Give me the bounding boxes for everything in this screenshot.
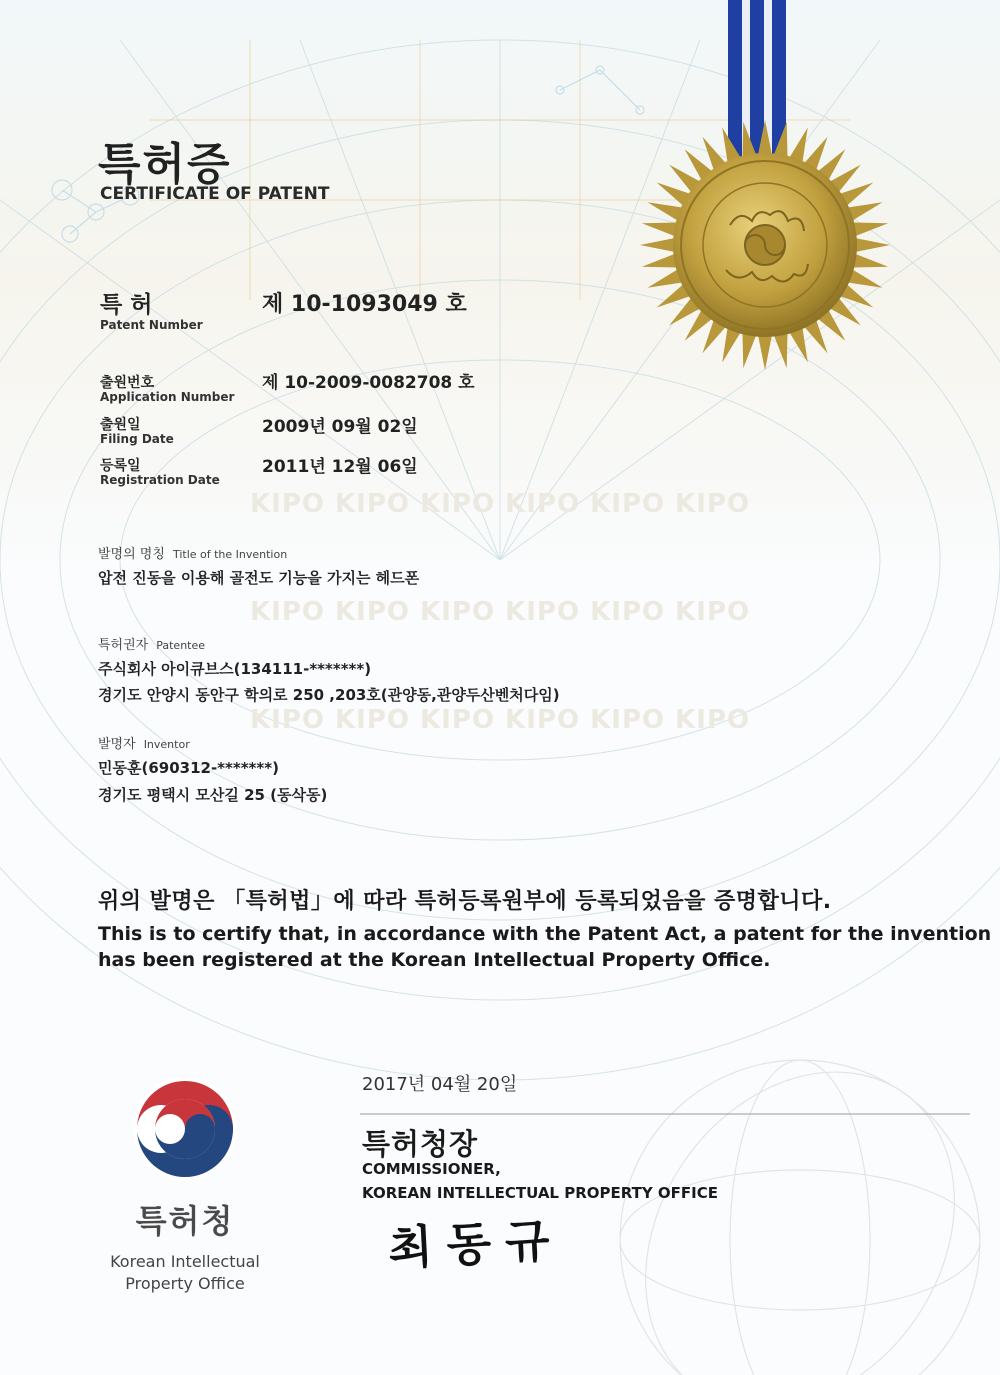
certificate-title: 특허증 [98,139,232,190]
certification-statement-en-line2: has been registered at the Korean Intellectual Property Office. [98,949,771,971]
kipo-watermark: KIPO KIPO KIPO KIPO KIPO KIPO KIPO KIPO KIPO KIPO KIPO KIPO KIPO KIPO KIPO KIPO KIPO KIPO [250,489,751,735]
patentee-label-ko: 특허권자 [98,638,149,653]
inventor-label-en: Inventor [143,738,190,751]
patentee-name: 주식회사 아이큐브스(134111-*******) [98,660,372,678]
patent-number-label-en: Patent Number [100,318,203,332]
certification-statement-ko: 위의 발명은 「특허법」에 따라 특허등록원부에 등록되었음을 증명합니다. [98,889,832,914]
kipo-name-en-line1: Korean Intellectual [110,1252,260,1271]
commissioner-title-ko: 특허청장 [362,1127,479,1161]
registration-date-label-ko: 등록일 [100,458,141,474]
invention-title-label [98,543,287,562]
application-number-value: 제 10-2009-0082708 호 [262,373,475,393]
patentee-address: 경기도 안양시 동안구 학의로 250 ,203호(관양동,관양두산벤처다임) [98,686,560,704]
issue-date: 2017년 04월 20일 [362,1074,518,1095]
certificate-subtitle: CERTIFICATE OF PATENT [100,184,330,204]
inventor-name: 민동훈(690312-*******) [98,759,279,777]
patent-number-value: 제 10-1093049 호 [262,292,467,317]
certification-statement-en-line1: This is to certify that, in accordance with the Patent Act, a patent for the invention [98,923,992,945]
commissioner-signature: 최동규 [386,1212,565,1276]
gold-seal [640,120,890,370]
invention-title-label-ko: 발명의 명칭 [98,547,165,562]
commissioner-title-en-line2: KOREAN INTELLECTUAL PROPERTY OFFICE [362,1184,719,1202]
patentee-label-en: Patentee [156,639,206,652]
kipo-name-ko: 특허청 [135,1202,235,1240]
application-number-label-en: Application Number [100,390,235,404]
inventor-label-ko: 발명자 [98,737,136,752]
kipo-name-en-line2: Property Office [125,1274,245,1293]
filing-date-label-en: Filing Date [100,432,174,446]
registration-date-label-en: Registration Date [100,473,220,487]
patent-number-label-ko: 특 허 [100,292,153,318]
inventor-label [98,733,190,752]
kipo-taegeuk-logo [128,1072,242,1186]
application-number-label-ko: 출원번호 [100,375,155,391]
registration-date-value: 2011년 12월 06일 [262,457,418,477]
patentee-label [98,634,205,653]
invention-title-label-en: Title of the Invention [172,548,288,561]
commissioner-title-en-line1: COMMISSIONER, [362,1160,501,1178]
invention-title-value: 압전 진동을 이용해 골전도 기능을 가지는 헤드폰 [98,569,420,587]
inventor-address: 경기도 평택시 모산길 25 (동삭동) [98,786,328,804]
filing-date-label-ko: 출원일 [100,417,141,433]
filing-date-value: 2009년 09월 02일 [262,417,418,437]
